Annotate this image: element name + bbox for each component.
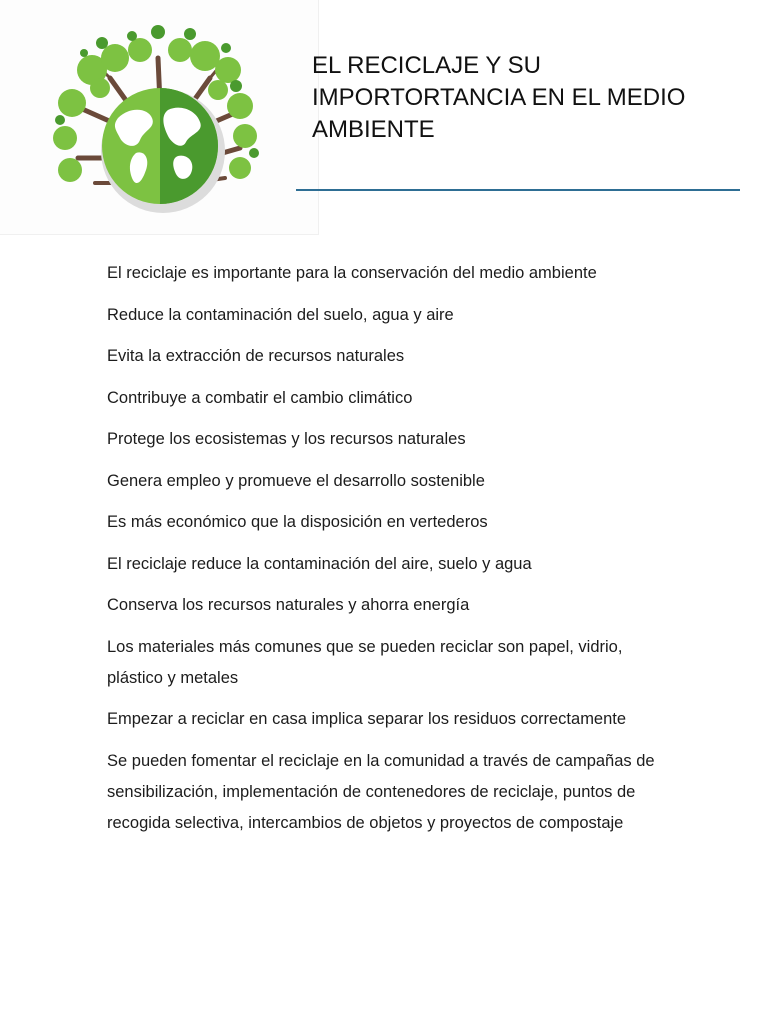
logo-panel [0, 0, 319, 235]
list-item: Protege los ecosistemas y los recursos naturales [107, 430, 466, 448]
points-list [107, 258, 677, 849]
recycling-globe-tree-icon [40, 18, 270, 218]
page-title: EL RECICLAJE Y SU IMPORTORTANCIA EN EL MEDIO AMBIENTE [312, 52, 686, 143]
list-item: Conserva los recursos naturales y ahorra energía [107, 596, 470, 614]
list-item: Contribuye a combatir el cambio climático [107, 388, 413, 407]
list-item: El reciclaje reduce la contaminación del aire, suelo y agua [107, 554, 532, 573]
list-item: El reciclaje es importante para la conservación del medio ambiente [107, 264, 597, 282]
title-divider [296, 189, 740, 191]
list-item: Evita la extracción de recursos naturales [107, 347, 405, 365]
list-item: Reduce la contaminación del suelo, agua y aire [107, 305, 454, 324]
list-item: Los materiales más comunes que se pueden reciclar son papel, vidrio, plástico y metales [107, 637, 623, 687]
list-item: Se pueden fomentar el reciclaje en la comunidad a través de campañas de sensibilización, implementación de contenedores de reciclaje, puntos de recogida selectiva, intercambios de objetos y proyectos de compostaje [107, 751, 655, 832]
list-item: Empezar a reciclar en casa implica separar los residuos correctamente [107, 710, 627, 728]
list-item: Genera empleo y promueve el desarrollo sostenible [107, 471, 485, 490]
list-item: Es más económico que la disposición en vertederos [107, 513, 488, 531]
